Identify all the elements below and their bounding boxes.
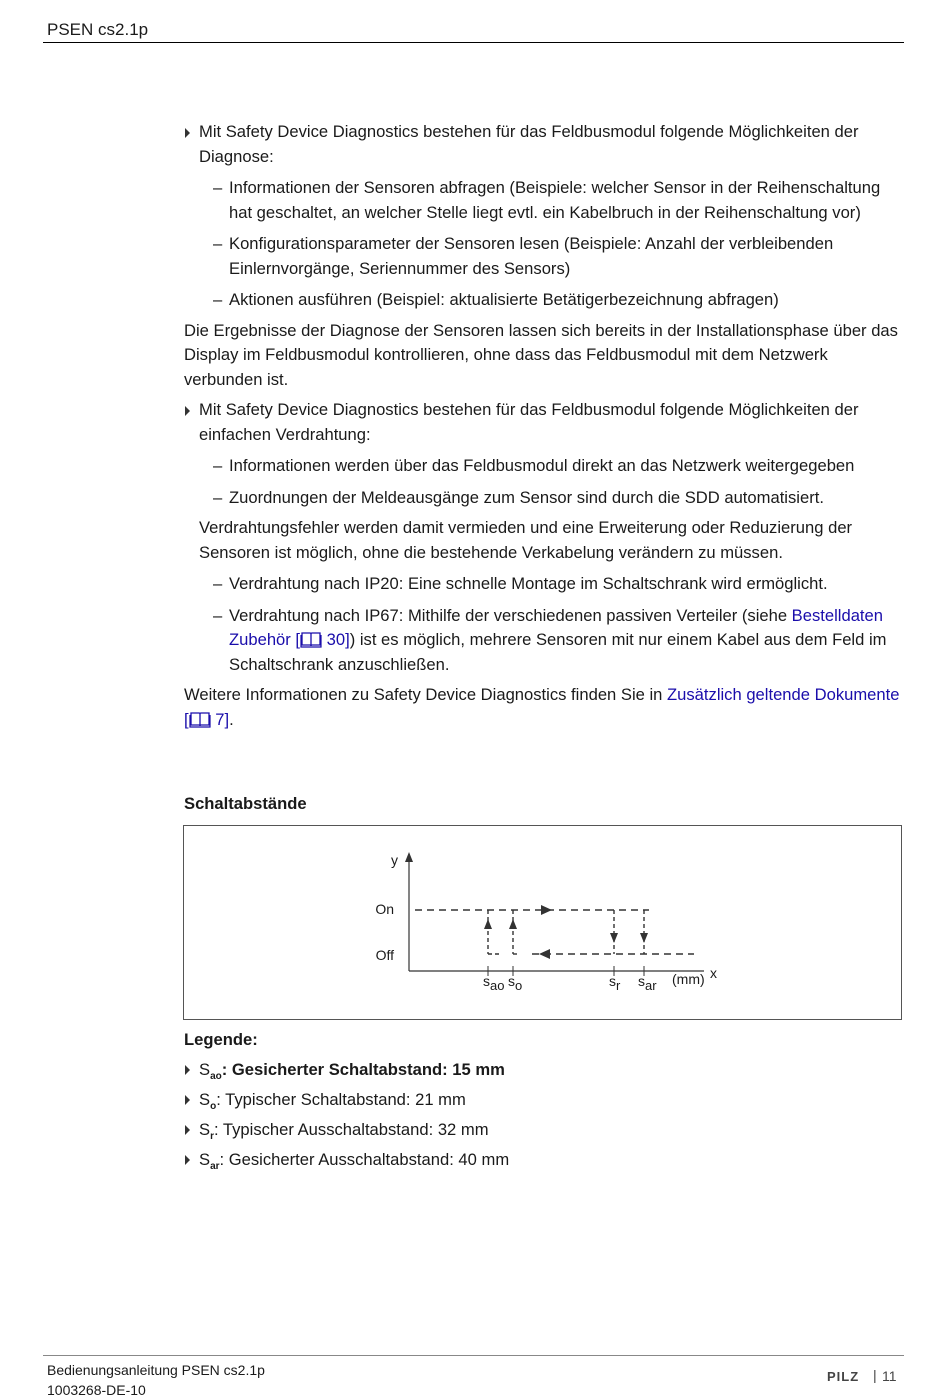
section-title: Schaltabstände bbox=[184, 794, 307, 813]
book-icon bbox=[300, 630, 322, 648]
paragraph-weitere-informationen: Weitere Informationen zu Safety Device Diagnostics finden Sie in Zusätzlich geltende Dokumente [ 7]. bbox=[184, 685, 900, 729]
legend-item: $S_{ar}$: Gesicherter Ausschaltabstand: 40 mm bbox=[184, 1148, 509, 1178]
on-label: On bbox=[375, 901, 394, 917]
page-header-title: PSEN cs2.1p bbox=[47, 20, 149, 39]
list-item: – Informationen der Sensoren abfragen (Beispiele: welcher Sensor in der Reihenschaltung hat geschaltet, an welcher Stelle liegt evtl. ein Kabelbruch in der Reihenschaltung vor) bbox=[213, 178, 881, 222]
bullet-text: Mit Safety Device Diagnostics bestehen für das Feldbusmodul folgende Möglichkeiten der einfachen Verdrahtung: bbox=[199, 400, 859, 444]
unit-label: (mm) bbox=[672, 971, 705, 987]
legend-item: $S_r$: Typischer Ausschaltabstand: 32 mm bbox=[184, 1118, 509, 1148]
up-arrow-icon bbox=[509, 919, 517, 929]
triangle-bullet-icon bbox=[185, 1125, 190, 1135]
tick-label-sar: sar bbox=[638, 973, 657, 993]
tick-label-sr: sr bbox=[609, 973, 621, 993]
footer-divider bbox=[43, 1355, 904, 1356]
list-item: – Zuordnungen der Meldeausgänge zum Sensor sind durch die SDD automatisiert. bbox=[213, 487, 824, 507]
tick-label-so: so bbox=[508, 973, 523, 993]
switching-distance-diagram bbox=[183, 825, 902, 1020]
link-bestelldaten-zubehoer[interactable]: Bestelldaten Zubehör [ 30] bbox=[229, 605, 884, 649]
page-number: 11 bbox=[882, 1368, 897, 1384]
legend-list bbox=[184, 1058, 509, 1178]
off-label: Off bbox=[375, 947, 394, 963]
on-direction-arrow-icon bbox=[541, 905, 552, 915]
down-arrow-icon bbox=[640, 933, 648, 943]
header-divider bbox=[43, 42, 904, 43]
paragraph-verdrahtungsfehler: Verdrahtungsfehler werden damit vermieden und eine Erweiterung oder Reduzierung der Sensoren ist möglich, ohne die bestehende Verkabelung verändern zu müssen. bbox=[199, 518, 853, 562]
pilz-logo: PILZ bbox=[827, 1369, 860, 1384]
paragraph-diagnose-result: Die Ergebnisse der Diagnose der Sensoren lassen sich bereits in der Installationsphase über das Display im Feldbusmodul kontrollieren, ohne dass das Feldbusmodul mit dem Netzwerk verbunden ist. bbox=[184, 320, 898, 389]
list-item: – Informationen werden über das Feldbusmodul direkt an das Netzwerk weitergegeben bbox=[213, 456, 855, 475]
footer-doc-title: Bedienungsanleitung PSEN cs2.1p bbox=[47, 1362, 265, 1378]
main-content bbox=[184, 120, 900, 732]
down-arrow-icon bbox=[610, 933, 618, 943]
list-item: – Verdrahtung nach IP67: Mithilfe der verschiedenen passiven Verteiler (siehe Bestelldaten Zubehör [ 30]) ist es möglich, mehrere Sensoren mit nur einem Kabel aus dem Feld im Schaltschrank anzuschließen. bbox=[213, 605, 887, 674]
y-axis-label: y bbox=[391, 852, 398, 868]
x-axis-label: x bbox=[710, 965, 717, 981]
list-item: – Verdrahtung nach IP20: Eine schnelle Montage im Schaltschrank wird ermöglicht. bbox=[213, 574, 828, 593]
legend-title: Legende: bbox=[184, 1030, 258, 1049]
off-direction-arrow-icon bbox=[539, 949, 550, 959]
triangle-bullet-icon bbox=[185, 1155, 190, 1165]
triangle-bullet-icon bbox=[185, 1095, 190, 1105]
tick-label-sao: sao bbox=[483, 973, 505, 993]
bullet-text: Mit Safety Device Diagnostics bestehen für das Feldbusmodul folgende Möglichkeiten der Diagnose: bbox=[199, 122, 859, 166]
up-arrow-icon bbox=[484, 919, 492, 929]
footer-doc-number: 1003268-DE-10 bbox=[47, 1382, 146, 1398]
footer-separator: | bbox=[873, 1367, 877, 1383]
book-icon bbox=[189, 710, 211, 728]
bullet-verdrahtung bbox=[184, 398, 900, 447]
triangle-bullet-icon bbox=[185, 406, 190, 416]
triangle-bullet-icon bbox=[185, 1065, 190, 1075]
y-axis-arrow-icon bbox=[405, 852, 413, 862]
list-item: – Aktionen ausführen (Beispiel: aktualisierte Betätigerbezeichnung abfragen) bbox=[213, 290, 779, 309]
link-zusaetzlich-geltende-dokumente[interactable]: Zusätzlich geltende Dokumente [ 7] bbox=[184, 685, 900, 729]
bullet-diagnose bbox=[184, 120, 900, 169]
list-item: – Konfigurationsparameter der Sensoren lesen (Beispiele: Anzahl der verbleibenden Einlernvorgänge, Seriennummer des Sensors) bbox=[213, 234, 834, 278]
legend-item: $S_{ao}$: Gesicherter Schaltabstand: 15 mm bbox=[184, 1058, 509, 1088]
triangle-bullet-icon bbox=[185, 128, 190, 138]
legend-item: $S_o$: Typischer Schaltabstand: 21 mm bbox=[184, 1088, 509, 1118]
